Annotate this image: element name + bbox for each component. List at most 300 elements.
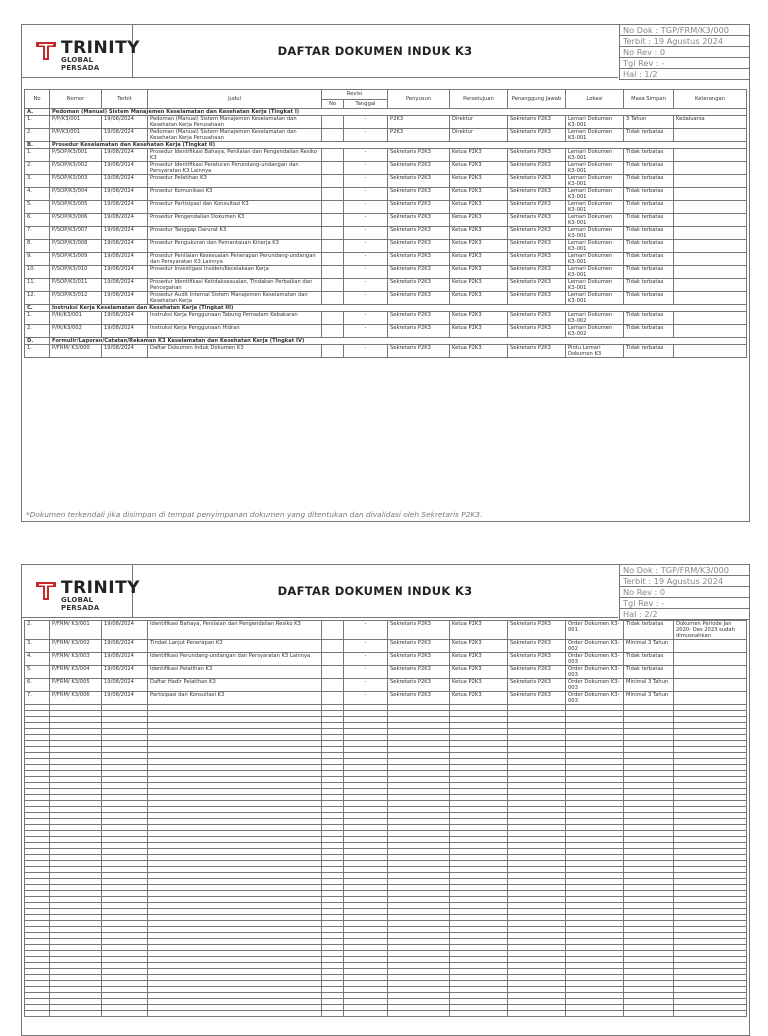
cell-judul: Instruksi Kerja Penggunaan Tabung Pemadam Kebakaran bbox=[148, 312, 322, 325]
cell-revisi-tanggal: - bbox=[344, 240, 388, 253]
cell-keterangan bbox=[674, 227, 747, 240]
cell-terbit: 19/08/2024 bbox=[102, 325, 148, 338]
cell-masa-simpan: Tidak terbatas bbox=[624, 345, 674, 358]
cell-terbit: 19/08/2024 bbox=[102, 253, 148, 266]
cell-lokasi: Pintu Lemari Dokumen K3 bbox=[566, 345, 624, 358]
cell-revisi-no bbox=[322, 312, 344, 325]
meta-terbit: Terbit : 19 Agustus 2024 bbox=[620, 576, 750, 587]
empty-cell bbox=[388, 1011, 450, 1017]
empty-cell bbox=[344, 1011, 388, 1017]
section-title: Formulir/Laporan/Catatan/Rekaman K3 Keselamatan dan Kesehatan Kerja (Tingkat IV) bbox=[50, 338, 747, 345]
row-number: 2. bbox=[25, 325, 50, 338]
row-number: 11. bbox=[25, 279, 50, 292]
meta-hal: Hal : 2/2 bbox=[620, 609, 750, 620]
section-title: Instruksi Kerja Keselamatan dan Kesehatan Kerja (Tingkat III) bbox=[50, 305, 747, 312]
cell-terbit: 19/08/2024 bbox=[102, 666, 148, 679]
cell-penyusun: Sekretaris P2K3 bbox=[388, 692, 450, 705]
cell-penyusun: Sekretaris P2K3 bbox=[388, 292, 450, 305]
row-number: 8. bbox=[25, 240, 50, 253]
col-nomor: Nomor bbox=[50, 90, 102, 109]
cell-masa-simpan: Tidak terbatas bbox=[624, 201, 674, 214]
cell-nomor: P/FRM/ K3/003 bbox=[50, 653, 102, 666]
col-lokasi: Lokasi bbox=[566, 90, 624, 109]
cell-judul: Prosedur Komunikasi K3 bbox=[148, 188, 322, 201]
meta-no-rev: No Rev : 0 bbox=[620, 47, 750, 58]
cell-nomor: P/SOP/K3/012 bbox=[50, 292, 102, 305]
cell-masa-simpan: Tidak terbatas bbox=[624, 292, 674, 305]
cell-terbit: 19/08/2024 bbox=[102, 312, 148, 325]
cell-terbit: 19/08/2024 bbox=[102, 116, 148, 129]
cell-revisi-no bbox=[322, 292, 344, 305]
cell-lokasi: Lemari Dokumen K3-001 bbox=[566, 279, 624, 292]
cell-terbit: 19/08/2024 bbox=[102, 653, 148, 666]
row-number: 7. bbox=[25, 692, 50, 705]
cell-terbit: 19/08/2024 bbox=[102, 345, 148, 358]
table-row bbox=[25, 227, 747, 240]
cell-nomor: P/SOP/K3/005 bbox=[50, 201, 102, 214]
row-number: 4. bbox=[25, 188, 50, 201]
meta-tgl-rev: Tgl Rev : - bbox=[620, 598, 750, 609]
cell-lokasi: Lemari Dokumen K3-001 bbox=[566, 214, 624, 227]
row-number: 2. bbox=[25, 162, 50, 175]
cell-penanggung-jawab: Sekretaris P2K3 bbox=[508, 175, 566, 188]
cell-judul: Prosedur Investigasi Insiden/Kecelakaan Kerja bbox=[148, 266, 322, 279]
cell-lokasi: Lemari Dokumen K3-001 bbox=[566, 240, 624, 253]
cell-lokasi: Order Dokumen K3-002 bbox=[566, 640, 624, 653]
cell-penyusun: Sekretaris P2K3 bbox=[388, 653, 450, 666]
cell-nomor: P/P/K3/001 bbox=[50, 116, 102, 129]
cell-penanggung-jawab: Sekretaris P2K3 bbox=[508, 188, 566, 201]
cell-penanggung-jawab: Sekretaris P2K3 bbox=[508, 214, 566, 227]
row-number: 9. bbox=[25, 253, 50, 266]
cell-persetujuan: Ketua P2K3 bbox=[450, 621, 508, 640]
document-table-page-2 bbox=[24, 620, 747, 1017]
cell-nomor: P/IK/K3/001 bbox=[50, 312, 102, 325]
cell-penyusun: Sekretaris P2K3 bbox=[388, 240, 450, 253]
cell-terbit: 19/08/2024 bbox=[102, 227, 148, 240]
cell-lokasi: Lemari Dokumen K3-002 bbox=[566, 312, 624, 325]
cell-masa-simpan: Tidak terbatas bbox=[624, 666, 674, 679]
cell-judul: Tindak Lanjut Penerapan K3 bbox=[148, 640, 322, 653]
cell-lokasi: Lemari Dokumen K3-001 bbox=[566, 292, 624, 305]
cell-keterangan bbox=[674, 640, 747, 653]
cell-lokasi: Lemari Dokumen K3-001 bbox=[566, 253, 624, 266]
cell-penanggung-jawab: Sekretaris P2K3 bbox=[508, 162, 566, 175]
cell-masa-simpan: Tidak terbatas bbox=[624, 253, 674, 266]
cell-penyusun: Sekretaris P2K3 bbox=[388, 253, 450, 266]
cell-judul: Pedoman (Manual) Sistem Manajemen Keselamatan dan Kesehatan Kerja Perusahaan bbox=[148, 129, 322, 142]
cell-judul: Prosedur Pengukuran dan Pemantauan Kinerja K3 bbox=[148, 240, 322, 253]
cell-persetujuan: Ketua P2K3 bbox=[450, 149, 508, 162]
cell-keterangan bbox=[674, 666, 747, 679]
brand-subtitle: GLOBAL PERSADA bbox=[61, 596, 100, 612]
col-revisi-no: No bbox=[322, 99, 344, 109]
cell-penanggung-jawab: Sekretaris P2K3 bbox=[508, 640, 566, 653]
cell-keterangan bbox=[674, 279, 747, 292]
cell-persetujuan: Ketua P2K3 bbox=[450, 640, 508, 653]
cell-revisi-no bbox=[322, 214, 344, 227]
cell-lokasi: Order Dokumen K3-003 bbox=[566, 653, 624, 666]
cell-persetujuan: Ketua P2K3 bbox=[450, 345, 508, 358]
meta-no-dok: No Dok : TGP/FRM/K3/000 bbox=[620, 25, 750, 36]
brand-name: TRINITY bbox=[61, 38, 140, 58]
row-number: 1. bbox=[25, 345, 50, 358]
cell-penyusun: P2K3 bbox=[388, 116, 450, 129]
cell-nomor: P/SOP/K3/011 bbox=[50, 279, 102, 292]
cell-judul: Prosedur Penilaian Kesesuaian Penerapan Perundang-undangan dan Persyaratan K3 Lainnya bbox=[148, 253, 322, 266]
cell-lokasi: Lemari Dokumen K3-001 bbox=[566, 201, 624, 214]
section-number: B. bbox=[25, 142, 50, 149]
empty-cell bbox=[450, 1011, 508, 1017]
table-row bbox=[25, 162, 747, 175]
cell-revisi-tanggal: - bbox=[344, 201, 388, 214]
cell-nomor: P/SOP/K3/002 bbox=[50, 162, 102, 175]
cell-penyusun: Sekretaris P2K3 bbox=[388, 201, 450, 214]
cell-judul: Prosedur Audit Internal Sistem Manajemen Keselamatan dan Kesehatan Kerja bbox=[148, 292, 322, 305]
cell-terbit: 19/08/2024 bbox=[102, 679, 148, 692]
cell-penyusun: Sekretaris P2K3 bbox=[388, 214, 450, 227]
table-row bbox=[25, 188, 747, 201]
cell-penanggung-jawab: Sekretaris P2K3 bbox=[508, 621, 566, 640]
cell-revisi-tanggal: - bbox=[344, 227, 388, 240]
cell-revisi-tanggal: - bbox=[344, 266, 388, 279]
document-title: DAFTAR DOKUMEN INDUK K3 bbox=[132, 25, 618, 78]
cell-nomor: P/FRM/ K3/005 bbox=[50, 679, 102, 692]
col-persetujuan: Persetujuan bbox=[450, 90, 508, 109]
cell-penyusun: Sekretaris P2K3 bbox=[388, 266, 450, 279]
col-keterangan: Keterangan bbox=[674, 90, 747, 109]
cell-revisi-no bbox=[322, 253, 344, 266]
cell-masa-simpan: Tidak terbatas bbox=[624, 149, 674, 162]
empty-cell bbox=[508, 1011, 566, 1017]
row-number: 6. bbox=[25, 214, 50, 227]
empty-cell bbox=[322, 1011, 344, 1017]
cell-masa-simpan: Tidak terbatas bbox=[624, 653, 674, 666]
cell-penanggung-jawab: Sekretaris P2K3 bbox=[508, 227, 566, 240]
meta-hal: Hal : 1/2 bbox=[620, 69, 750, 80]
cell-persetujuan: Ketua P2K3 bbox=[450, 201, 508, 214]
empty-row bbox=[25, 1011, 747, 1017]
brand-subtitle: GLOBAL PERSADA bbox=[61, 56, 100, 72]
empty-cell bbox=[566, 1011, 624, 1017]
cell-revisi-no bbox=[322, 162, 344, 175]
section-title: Prosedur Keselamatan dan Kesehatan Kerja (Tingkat II) bbox=[50, 142, 747, 149]
trinity-logo-icon bbox=[34, 580, 58, 602]
row-number: 2. bbox=[25, 621, 50, 640]
cell-revisi-tanggal: - bbox=[344, 149, 388, 162]
meta-no-dok: No Dok : TGP/FRM/K3/000 bbox=[620, 565, 750, 576]
cell-penyusun: Sekretaris P2K3 bbox=[388, 325, 450, 338]
cell-lokasi: Order Dokumen K3-003 bbox=[566, 692, 624, 705]
table-row bbox=[25, 292, 747, 305]
cell-penyusun: P2K3 bbox=[388, 129, 450, 142]
cell-keterangan bbox=[674, 266, 747, 279]
cell-revisi-tanggal: - bbox=[344, 621, 388, 640]
cell-penanggung-jawab: Sekretaris P2K3 bbox=[508, 129, 566, 142]
cell-persetujuan: Ketua P2K3 bbox=[450, 312, 508, 325]
cell-lokasi: Lemari Dokumen K3-001 bbox=[566, 129, 624, 142]
cell-masa-simpan: Tidak terbatas bbox=[624, 214, 674, 227]
meta-no-rev: No Rev : 0 bbox=[620, 587, 750, 598]
cell-nomor: P/SOP/K3/007 bbox=[50, 227, 102, 240]
row-number: 3. bbox=[25, 175, 50, 188]
cell-keterangan bbox=[674, 240, 747, 253]
cell-penanggung-jawab: Sekretaris P2K3 bbox=[508, 679, 566, 692]
cell-lokasi: Lemari Dokumen K3-002 bbox=[566, 325, 624, 338]
table-header-row bbox=[25, 90, 747, 100]
col-no: No bbox=[25, 90, 50, 109]
cell-revisi-tanggal: - bbox=[344, 214, 388, 227]
cell-judul: Prosedur Tanggap Darurat K3 bbox=[148, 227, 322, 240]
cell-terbit: 19/08/2024 bbox=[102, 266, 148, 279]
brand-name: TRINITY bbox=[61, 578, 140, 598]
cell-keterangan bbox=[674, 214, 747, 227]
table-row bbox=[25, 692, 747, 705]
cell-keterangan bbox=[674, 312, 747, 325]
page-header bbox=[22, 25, 749, 87]
cell-persetujuan: Ketua P2K3 bbox=[450, 214, 508, 227]
cell-nomor: P/SOP/K3/006 bbox=[50, 214, 102, 227]
cell-keterangan bbox=[674, 253, 747, 266]
col-revisi-tanggal: Tanggal bbox=[344, 99, 388, 109]
cell-penyusun: Sekretaris P2K3 bbox=[388, 640, 450, 653]
row-number: 1. bbox=[25, 312, 50, 325]
col-terbit: Terbit bbox=[102, 90, 148, 109]
row-number: 1. bbox=[25, 116, 50, 129]
cell-nomor: P/P/K3/001 bbox=[50, 129, 102, 142]
cell-penyusun: Sekretaris P2K3 bbox=[388, 679, 450, 692]
cell-masa-simpan: Tidak terbatas bbox=[624, 279, 674, 292]
cell-lokasi: Lemari Dokumen K3-001 bbox=[566, 162, 624, 175]
section-row bbox=[25, 305, 747, 312]
cell-revisi-no bbox=[322, 621, 344, 640]
cell-judul: Identifikasi Perundang-undangan dan Persyaratan K3 Lainnya bbox=[148, 653, 322, 666]
cell-penanggung-jawab: Sekretaris P2K3 bbox=[508, 201, 566, 214]
cell-masa-simpan: Tidak terbatas bbox=[624, 325, 674, 338]
cell-terbit: 19/08/2024 bbox=[102, 149, 148, 162]
document-title: DAFTAR DOKUMEN INDUK K3 bbox=[132, 565, 618, 618]
cell-masa-simpan: Tidak terbatas bbox=[624, 188, 674, 201]
cell-revisi-no bbox=[322, 692, 344, 705]
cell-persetujuan: Direktur bbox=[450, 116, 508, 129]
cell-penyusun: Sekretaris P2K3 bbox=[388, 312, 450, 325]
cell-terbit: 19/08/2024 bbox=[102, 162, 148, 175]
cell-terbit: 19/08/2024 bbox=[102, 279, 148, 292]
row-number: 12. bbox=[25, 292, 50, 305]
cell-penanggung-jawab: Sekretaris P2K3 bbox=[508, 312, 566, 325]
cell-lokasi: Lemari Dokumen K3-001 bbox=[566, 149, 624, 162]
row-number: 1. bbox=[25, 149, 50, 162]
cell-judul: Prosedur Identifikasi Peraturan Perundang-undangan dan Persyaratan K3 Lainnya bbox=[148, 162, 322, 175]
cell-masa-simpan: Minimal 3 Tahun bbox=[624, 679, 674, 692]
cell-judul: Prosedur Partisipasi dan Konsultasi K3 bbox=[148, 201, 322, 214]
cell-keterangan: Dokumen Periode Jan 2020- Des 2023 sudah dimusnahkan bbox=[674, 621, 747, 640]
cell-revisi-tanggal: - bbox=[344, 679, 388, 692]
cell-judul: Partisipasi dan Konsultasi K3 bbox=[148, 692, 322, 705]
table-row bbox=[25, 345, 747, 358]
cell-penanggung-jawab: Sekretaris P2K3 bbox=[508, 253, 566, 266]
cell-penanggung-jawab: Sekretaris P2K3 bbox=[508, 653, 566, 666]
company-logo bbox=[22, 25, 140, 78]
cell-revisi-tanggal: - bbox=[344, 188, 388, 201]
cell-penanggung-jawab: Sekretaris P2K3 bbox=[508, 325, 566, 338]
empty-cell bbox=[674, 1011, 747, 1017]
cell-persetujuan: Ketua P2K3 bbox=[450, 679, 508, 692]
cell-persetujuan: Ketua P2K3 bbox=[450, 227, 508, 240]
cell-persetujuan: Ketua P2K3 bbox=[450, 240, 508, 253]
cell-keterangan bbox=[674, 345, 747, 358]
page-header bbox=[22, 565, 749, 627]
table-row bbox=[25, 621, 747, 640]
cell-judul: Prosedur Pengendalian Dokumen K3 bbox=[148, 214, 322, 227]
col-penanggung-jawab: Penanggung Jawab bbox=[508, 90, 566, 109]
row-number: 5. bbox=[25, 201, 50, 214]
table-row bbox=[25, 149, 747, 162]
cell-persetujuan: Ketua P2K3 bbox=[450, 653, 508, 666]
cell-keterangan bbox=[674, 129, 747, 142]
cell-masa-simpan: Minimal 3 Tahun bbox=[624, 692, 674, 705]
cell-terbit: 19/08/2024 bbox=[102, 214, 148, 227]
table-row bbox=[25, 266, 747, 279]
cell-revisi-no bbox=[322, 201, 344, 214]
cell-judul: Instruksi Kerja Penggunaan Hidran bbox=[148, 325, 322, 338]
cell-penanggung-jawab: Sekretaris P2K3 bbox=[508, 266, 566, 279]
cell-penyusun: Sekretaris P2K3 bbox=[388, 279, 450, 292]
cell-judul: Prosedur Identifikasi Ketidaksesuaian, Tindakan Perbaikan dan Pencegahan bbox=[148, 279, 322, 292]
cell-nomor: P/SOP/K3/003 bbox=[50, 175, 102, 188]
cell-lokasi: Lemari Dokumen K3-001 bbox=[566, 175, 624, 188]
table-row bbox=[25, 666, 747, 679]
cell-revisi-no bbox=[322, 227, 344, 240]
document-page-1 bbox=[21, 24, 750, 522]
cell-persetujuan: Ketua P2K3 bbox=[450, 266, 508, 279]
row-number: 5. bbox=[25, 666, 50, 679]
cell-revisi-tanggal: - bbox=[344, 666, 388, 679]
cell-masa-simpan: Tidak terbatas bbox=[624, 312, 674, 325]
col-judul: Judul bbox=[148, 90, 322, 109]
cell-judul: Identifikasi Pelatihan K3 bbox=[148, 666, 322, 679]
cell-revisi-tanggal: - bbox=[344, 253, 388, 266]
col-revisi: Revisi bbox=[322, 90, 388, 100]
cell-masa-simpan: Tidak terbatas bbox=[624, 175, 674, 188]
cell-persetujuan: Ketua P2K3 bbox=[450, 279, 508, 292]
empty-cell bbox=[148, 1011, 322, 1017]
cell-nomor: P/FRM/ K3/000 bbox=[50, 345, 102, 358]
cell-judul: Prosedur Pelatihan K3 bbox=[148, 175, 322, 188]
cell-judul: Identifikasi Bahaya, Penilaian dan Pengendalian Resiko K3 bbox=[148, 621, 322, 640]
document-table-page-1 bbox=[24, 89, 747, 358]
cell-lokasi: Order Dokumen K3-001 bbox=[566, 621, 624, 640]
cell-revisi-no bbox=[322, 325, 344, 338]
cell-masa-simpan: Minimal 3 Tahun bbox=[624, 640, 674, 653]
cell-penyusun: Sekretaris P2K3 bbox=[388, 345, 450, 358]
cell-revisi-no bbox=[322, 149, 344, 162]
cell-revisi-no bbox=[322, 279, 344, 292]
section-number: A. bbox=[25, 109, 50, 116]
cell-penanggung-jawab: Sekretaris P2K3 bbox=[508, 292, 566, 305]
cell-terbit: 19/08/2024 bbox=[102, 621, 148, 640]
cell-penyusun: Sekretaris P2K3 bbox=[388, 149, 450, 162]
cell-persetujuan: Direktur bbox=[450, 129, 508, 142]
cell-revisi-no bbox=[322, 116, 344, 129]
cell-penyusun: Sekretaris P2K3 bbox=[388, 666, 450, 679]
cell-persetujuan: Ketua P2K3 bbox=[450, 292, 508, 305]
row-number: 3. bbox=[25, 640, 50, 653]
empty-cell bbox=[25, 1011, 50, 1017]
cell-persetujuan: Ketua P2K3 bbox=[450, 325, 508, 338]
cell-nomor: P/SOP/K3/008 bbox=[50, 240, 102, 253]
table-row bbox=[25, 240, 747, 253]
cell-penyusun: Sekretaris P2K3 bbox=[388, 188, 450, 201]
cell-lokasi: Lemari Dokumen K3-001 bbox=[566, 266, 624, 279]
cell-penanggung-jawab: Sekretaris P2K3 bbox=[508, 116, 566, 129]
cell-terbit: 19/08/2024 bbox=[102, 692, 148, 705]
cell-revisi-no bbox=[322, 653, 344, 666]
section-row bbox=[25, 109, 747, 116]
cell-persetujuan: Ketua P2K3 bbox=[450, 175, 508, 188]
cell-revisi-tanggal: - bbox=[344, 279, 388, 292]
cell-revisi-tanggal: - bbox=[344, 345, 388, 358]
section-number: C. bbox=[25, 305, 50, 312]
cell-terbit: 19/08/2024 bbox=[102, 129, 148, 142]
cell-revisi-no bbox=[322, 240, 344, 253]
cell-keterangan bbox=[674, 188, 747, 201]
cell-revisi-no bbox=[322, 175, 344, 188]
cell-penanggung-jawab: Sekretaris P2K3 bbox=[508, 345, 566, 358]
row-number: 4. bbox=[25, 653, 50, 666]
cell-lokasi: Order Dokumen K3-003 bbox=[566, 679, 624, 692]
cell-keterangan bbox=[674, 292, 747, 305]
col-penyusun: Penyusun bbox=[388, 90, 450, 109]
cell-keterangan bbox=[674, 149, 747, 162]
row-number: 6. bbox=[25, 679, 50, 692]
row-number: 10. bbox=[25, 266, 50, 279]
cell-persetujuan: Ketua P2K3 bbox=[450, 188, 508, 201]
cell-revisi-no bbox=[322, 679, 344, 692]
cell-nomor: P/FRM/ K3/002 bbox=[50, 640, 102, 653]
empty-cell bbox=[102, 1011, 148, 1017]
cell-revisi-tanggal: - bbox=[344, 312, 388, 325]
section-row bbox=[25, 338, 747, 345]
cell-penanggung-jawab: Sekretaris P2K3 bbox=[508, 149, 566, 162]
cell-revisi-tanggal: - bbox=[344, 653, 388, 666]
table-row bbox=[25, 679, 747, 692]
cell-revisi-no bbox=[322, 640, 344, 653]
cell-penyusun: Sekretaris P2K3 bbox=[388, 621, 450, 640]
table-row bbox=[25, 214, 747, 227]
cell-revisi-no bbox=[322, 129, 344, 142]
cell-penanggung-jawab: Sekretaris P2K3 bbox=[508, 240, 566, 253]
empty-cell bbox=[624, 1011, 674, 1017]
cell-lokasi: Lemari Dokumen K3-001 bbox=[566, 188, 624, 201]
cell-terbit: 19/08/2024 bbox=[102, 175, 148, 188]
table-row bbox=[25, 640, 747, 653]
footnote: *Dokumen terkendali jika disimpan di tempat penyimpanan dokumen yang ditentukan dan divalidasi oleh Sekretaris P2K3. bbox=[26, 510, 483, 519]
company-logo bbox=[22, 565, 140, 618]
cell-revisi-tanggal: - bbox=[344, 640, 388, 653]
cell-keterangan bbox=[674, 325, 747, 338]
table-row bbox=[25, 129, 747, 142]
cell-revisi-tanggal: - bbox=[344, 325, 388, 338]
table-row bbox=[25, 312, 747, 325]
cell-nomor: P/SOP/K3/010 bbox=[50, 266, 102, 279]
cell-keterangan bbox=[674, 201, 747, 214]
cell-revisi-no bbox=[322, 188, 344, 201]
table-row bbox=[25, 279, 747, 292]
cell-persetujuan: Ketua P2K3 bbox=[450, 162, 508, 175]
cell-lokasi: Order Dokumen K3-003 bbox=[566, 666, 624, 679]
cell-masa-simpan: 3 Tahun bbox=[624, 116, 674, 129]
